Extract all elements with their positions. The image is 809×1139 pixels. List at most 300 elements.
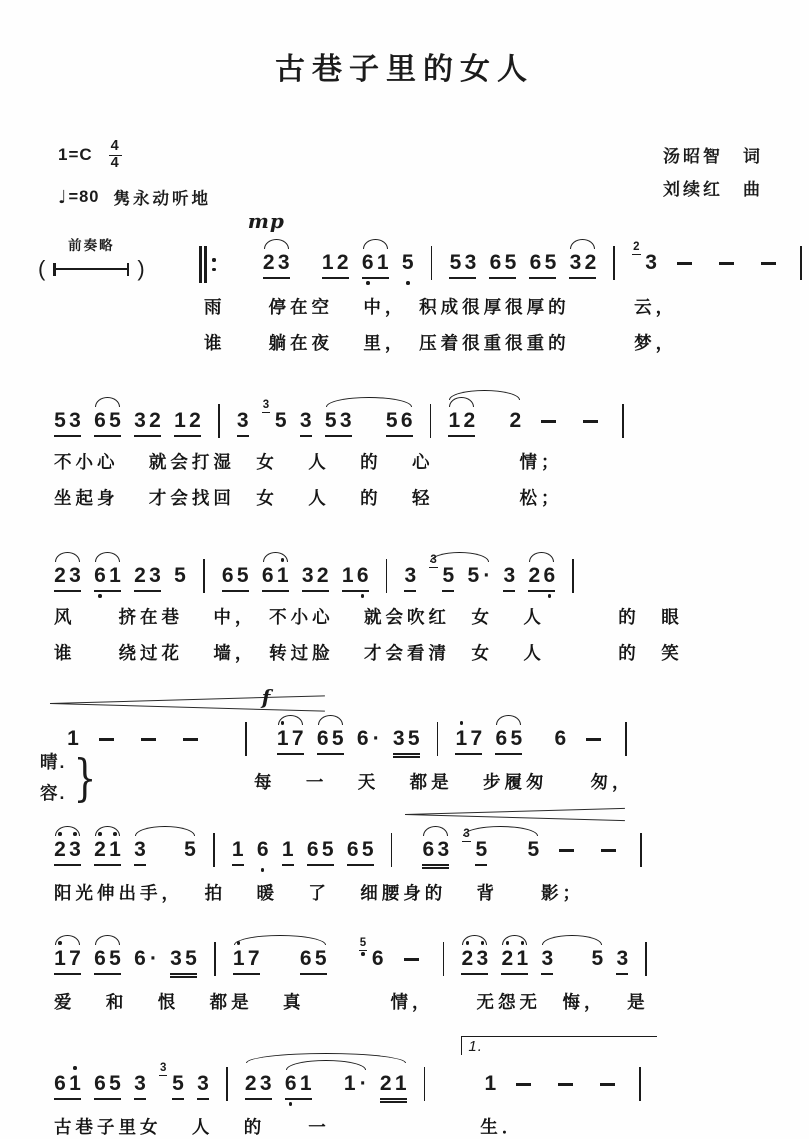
- lyrics-row: 坐起身 才会找回 女 人 的 轻 松；: [54, 488, 563, 508]
- note: 3: [236, 409, 249, 432]
- octave-dot-below: [548, 594, 552, 598]
- note-group: [174, 564, 186, 588]
- system-line: [0, 538, 809, 665]
- underline: [233, 973, 260, 975]
- note: 3: [197, 1072, 209, 1095]
- octave-dot-above: [481, 941, 485, 945]
- barline: [424, 1067, 426, 1101]
- note-digits: [442, 564, 454, 588]
- note-stack: [134, 409, 161, 437]
- note: 3: [69, 409, 81, 432]
- note: 5: [54, 409, 66, 432]
- slur-group: [495, 727, 522, 755]
- note-digits: [616, 947, 628, 971]
- note: 5: [185, 947, 197, 970]
- note-group: [54, 564, 81, 592]
- note-digits: [282, 838, 294, 862]
- note: 6: [422, 838, 435, 861]
- note-stack: [501, 947, 528, 975]
- note: 1: [376, 251, 389, 274]
- note: 5: [274, 409, 287, 432]
- note-digits: [554, 727, 566, 751]
- note-stack: [54, 947, 81, 975]
- slur: [55, 552, 80, 562]
- note-group: [541, 947, 553, 975]
- quarter-note-icon: ♩: [58, 186, 68, 208]
- note: 3: [476, 947, 488, 971]
- slur-group: [422, 838, 449, 869]
- barline: [391, 833, 393, 867]
- underline: [386, 435, 413, 437]
- slur-group: [362, 251, 389, 279]
- note-stack: [184, 838, 196, 862]
- slur-group: [94, 409, 121, 437]
- note-stack: [197, 1072, 209, 1100]
- slur: [326, 397, 412, 407]
- barline: [203, 559, 205, 593]
- symbol-tick: [127, 263, 130, 276]
- note-digits: [422, 838, 449, 862]
- note-stack: [134, 564, 161, 592]
- underline: [94, 590, 121, 592]
- augmentation-dot: ·: [359, 1072, 367, 1095]
- underline: [170, 973, 197, 975]
- dash-line: [677, 262, 692, 265]
- lyrics-row: 谁 躺在夜 里， 压着很重很重的 梦，: [204, 333, 678, 353]
- note-stack: [170, 947, 197, 978]
- note-group: [616, 947, 628, 975]
- lyrics-row: 古巷子里女 人 的 一 生．: [54, 1117, 524, 1137]
- note-stack: [245, 1072, 272, 1100]
- slur-group: [94, 947, 121, 975]
- note-digits: [455, 727, 482, 751]
- note-stack: [54, 564, 81, 592]
- slur-group: [54, 838, 81, 866]
- slur-group: [134, 838, 196, 866]
- note-group: [463, 828, 488, 866]
- dash-line: [541, 420, 556, 423]
- note-digits: [347, 838, 374, 862]
- intro-block: [38, 234, 145, 281]
- note-group: [222, 564, 249, 592]
- note: 5: [109, 409, 121, 432]
- note: 2: [54, 838, 66, 862]
- underline: [442, 590, 454, 592]
- note-stack: [344, 1072, 356, 1096]
- slur: [570, 239, 595, 249]
- note-group: [237, 409, 249, 437]
- note-stack: [541, 947, 553, 975]
- note-digits: [501, 947, 528, 971]
- note-stack: [94, 1072, 121, 1100]
- note: 2: [262, 251, 275, 274]
- time-signature-denominator: 4: [110, 155, 120, 171]
- barline: [226, 1067, 228, 1101]
- underline: [422, 864, 449, 866]
- slur: [542, 935, 602, 945]
- note-stack: [554, 727, 566, 751]
- barline: [245, 722, 247, 756]
- note-digits: [54, 409, 81, 433]
- underline: [495, 753, 522, 755]
- notation-row: [54, 937, 809, 978]
- note: 3: [134, 409, 146, 432]
- note-stack: [172, 1072, 184, 1100]
- note-digits: [448, 409, 475, 433]
- octave-dot-below: [406, 281, 410, 285]
- underline: [317, 753, 344, 755]
- note-digits: [509, 409, 521, 433]
- note: 1: [277, 727, 289, 751]
- underline: [197, 1098, 209, 1100]
- note-digits: [484, 1072, 496, 1096]
- note: 2: [379, 1072, 392, 1095]
- note: 6: [285, 1072, 297, 1096]
- note-stack: [317, 727, 344, 755]
- note-stack: [442, 564, 454, 592]
- underline: [94, 864, 121, 866]
- note-digits: [134, 409, 161, 433]
- note: 1: [448, 409, 461, 432]
- underline: [404, 590, 416, 592]
- note-group: [402, 251, 414, 275]
- barline: [213, 833, 215, 867]
- note: 3: [437, 838, 450, 861]
- note-stack: [54, 1072, 81, 1100]
- underline: [54, 1098, 81, 1100]
- note: 5: [544, 251, 557, 274]
- octave-dot-above: [521, 941, 525, 945]
- lyrics-row: 爱 和 恨 都是 真 情， 无怨无 悔， 是: [54, 992, 649, 1012]
- underline: [501, 973, 528, 975]
- note: 5: [591, 947, 604, 970]
- system-line: [0, 685, 809, 807]
- spacer: [488, 409, 496, 410]
- note: 6: [261, 564, 274, 587]
- repeat-dot: [212, 268, 215, 271]
- lyrics-row: 雨 停在空 中， 积成很厚很厚的 云，: [204, 297, 678, 317]
- intro-label: 前奏略: [68, 238, 115, 253]
- note-digits: [134, 838, 146, 862]
- octave-dot-below: [361, 594, 365, 598]
- underline: [393, 753, 420, 755]
- note: 3: [277, 251, 290, 274]
- underline: [94, 435, 121, 437]
- lyrics-row: 不小心 就会打湿 女 人 的 心 情；: [54, 452, 563, 472]
- note: 1: [484, 1072, 497, 1095]
- barline: [645, 942, 647, 976]
- barline: [443, 942, 445, 976]
- note-digits: [197, 1072, 209, 1096]
- note-stack: [455, 727, 482, 755]
- underline: [528, 590, 555, 592]
- note-group: [174, 409, 201, 437]
- volta-label: 1.: [468, 1038, 483, 1055]
- note: 1: [69, 1072, 81, 1096]
- spacer: [566, 947, 578, 948]
- note-digits: [300, 947, 327, 971]
- note: 7: [291, 727, 304, 750]
- score-body: [0, 209, 809, 1139]
- note-stack: [449, 251, 476, 279]
- note: 5: [174, 564, 186, 587]
- note-stack: [302, 564, 329, 592]
- slur-group: [461, 947, 488, 975]
- note-group: [529, 251, 556, 279]
- note-digits: [489, 251, 516, 275]
- note-digits: [527, 838, 539, 862]
- note-digits: [529, 251, 556, 275]
- barline: [386, 559, 388, 593]
- volta-bracket: [461, 1036, 657, 1055]
- underline: [449, 277, 476, 279]
- underline: [489, 277, 516, 279]
- underline: [541, 973, 553, 975]
- dash-line: [99, 738, 114, 741]
- note-group: [554, 727, 566, 751]
- barline: [800, 246, 802, 280]
- octave-dot-below: [98, 594, 102, 598]
- note: 3: [69, 564, 81, 587]
- note: 5: [527, 838, 540, 861]
- underline: [134, 435, 161, 437]
- spacer: [535, 727, 541, 728]
- spacer: [159, 838, 171, 839]
- note: 2: [189, 409, 201, 432]
- note: 6: [346, 838, 359, 861]
- barline: [218, 404, 220, 438]
- slur-group: [233, 947, 327, 975]
- note-group: [528, 564, 555, 592]
- octave-dot-above: [506, 941, 510, 945]
- note-group: [501, 947, 528, 975]
- lyrics-carryover: 晴.: [40, 752, 67, 772]
- note-stack: [262, 564, 289, 592]
- note-group: [404, 564, 416, 592]
- note-stack: [174, 564, 186, 588]
- note-digits: [404, 564, 416, 588]
- note-digits: [174, 564, 186, 588]
- note-group: [94, 409, 121, 437]
- underline: [54, 590, 81, 592]
- underline: [461, 973, 488, 975]
- note: 2: [501, 947, 513, 971]
- note-stack: [285, 1072, 312, 1100]
- note: 3: [503, 564, 516, 587]
- note-group: [455, 727, 482, 755]
- note: 5: [407, 727, 420, 750]
- augmentation-dot: ·: [483, 564, 491, 587]
- note-stack: [569, 251, 596, 279]
- slur: [95, 552, 120, 562]
- note-stack: [233, 947, 260, 975]
- slur: [430, 552, 489, 562]
- symbol-line: [56, 268, 127, 271]
- note: 6: [554, 727, 567, 750]
- note: 3: [645, 251, 657, 274]
- note-group: [232, 838, 244, 866]
- underline: [170, 976, 197, 978]
- note-digits: [54, 1072, 81, 1096]
- note-digits: [449, 251, 476, 275]
- note: 6: [356, 727, 369, 750]
- note-group: [322, 251, 349, 279]
- underline: [134, 1098, 146, 1100]
- note-group: [430, 554, 455, 592]
- note-stack: [503, 564, 515, 592]
- note-stack: [300, 947, 327, 975]
- underline: [616, 973, 628, 975]
- note: 5: [314, 947, 327, 970]
- note: 6: [299, 947, 312, 970]
- note-digits: [277, 727, 304, 751]
- spacer: [340, 947, 346, 948]
- note-digits: [94, 409, 121, 433]
- note: 6: [94, 1072, 106, 1095]
- octave-dot-above: [58, 832, 62, 836]
- note-digits: [569, 251, 596, 275]
- note: 3: [170, 947, 182, 970]
- note-digits: [317, 727, 344, 751]
- augmentation-dot: ·: [150, 947, 157, 970]
- spacer: [303, 251, 309, 252]
- note: 2: [54, 564, 66, 587]
- note: 2: [336, 251, 349, 274]
- slur: [363, 239, 388, 249]
- underline: [134, 864, 146, 866]
- note-stack: [645, 251, 657, 275]
- octave-dot-below: [366, 281, 370, 285]
- note-group: [633, 241, 657, 275]
- note: 3: [569, 251, 582, 274]
- note-stack: [509, 409, 521, 433]
- note: 6: [357, 564, 369, 588]
- spacer: [172, 251, 186, 252]
- note-digits: [322, 251, 349, 275]
- note-group: [285, 1072, 312, 1103]
- note: 3: [301, 564, 314, 587]
- note-digits: [262, 564, 289, 588]
- octave-dot-above: [98, 832, 102, 836]
- note-group: [94, 1072, 121, 1100]
- note-stack: [300, 409, 312, 437]
- note-digits: [357, 727, 369, 751]
- octave-dot-below: [361, 952, 365, 956]
- note-digits: [300, 409, 312, 433]
- hairpin-bottom-line: [50, 703, 325, 712]
- note: 2: [461, 947, 473, 971]
- note-digits: [94, 838, 121, 862]
- underline: [380, 1101, 407, 1103]
- slur: [496, 715, 521, 725]
- tempo-expression: 隽永动听地: [113, 190, 211, 208]
- slur-group: [54, 947, 81, 975]
- underline: [325, 435, 352, 437]
- note-digits: [263, 251, 290, 275]
- dash-line: [583, 420, 598, 423]
- note-digits: [233, 947, 260, 971]
- grace-note: 2: [633, 241, 640, 253]
- slur-group: [528, 564, 555, 592]
- note: 3: [299, 409, 312, 432]
- hairpin-bottom-line: [405, 814, 625, 821]
- note: 1: [281, 838, 294, 861]
- note: 3: [69, 838, 81, 862]
- note-digits: [362, 251, 389, 275]
- slur-group: [501, 947, 528, 975]
- note-digits: [380, 1072, 407, 1096]
- note-stack: [448, 409, 475, 437]
- note: 5: [442, 564, 455, 587]
- underline: [174, 435, 201, 437]
- dash-line: [558, 1083, 573, 1086]
- note-stack: [404, 564, 416, 592]
- underline: [300, 435, 312, 437]
- note: 6: [489, 251, 502, 274]
- spacer: [229, 251, 237, 252]
- note-group: [380, 1072, 407, 1103]
- barline: [431, 246, 433, 280]
- note: 5: [109, 1072, 121, 1095]
- note-digits: [245, 1072, 272, 1096]
- note-stack: [380, 1072, 407, 1103]
- system-line: [0, 209, 809, 355]
- lyrics-row: 谁 绕过花 墙， 转过脸 才会看清 女 人 的 笑: [54, 643, 683, 663]
- note: 5: [510, 727, 523, 750]
- note-group: [263, 251, 290, 279]
- note-group: [509, 409, 521, 437]
- note-group: [359, 937, 384, 971]
- note: 1: [277, 564, 289, 588]
- slur-group: [462, 828, 540, 866]
- note: 5: [385, 409, 398, 432]
- note-digits: [54, 947, 81, 971]
- note-stack: [357, 727, 369, 751]
- note-group: [134, 564, 161, 592]
- note: 3: [616, 947, 629, 970]
- dynamic-marking: mp: [247, 209, 285, 233]
- octave-dot-above: [113, 832, 117, 836]
- slur-group: [317, 727, 344, 755]
- slur: [423, 826, 448, 836]
- repeat-sign: [199, 246, 216, 283]
- song-title: 古巷子里的女人: [275, 53, 534, 86]
- dash-line: [516, 1083, 531, 1086]
- underline: [475, 864, 487, 866]
- slur-group: [94, 838, 121, 866]
- note-group: [94, 564, 121, 592]
- underline: [347, 864, 374, 866]
- note-digits: [170, 947, 197, 971]
- notation-row: [54, 828, 809, 869]
- note-stack: [232, 838, 244, 866]
- spacer: [218, 727, 228, 728]
- note-group: [495, 727, 522, 755]
- note: 1: [109, 564, 121, 587]
- dash-line: [183, 738, 198, 741]
- slur: [95, 935, 120, 945]
- barline: [437, 722, 439, 756]
- crescendo-hairpin: [50, 696, 325, 709]
- note-digits: [402, 251, 414, 275]
- grace-note: 5: [359, 937, 367, 951]
- note-stack: [422, 838, 449, 869]
- note: 3: [259, 1072, 272, 1095]
- note-digits: [467, 564, 479, 588]
- note-stack: [475, 838, 487, 866]
- note: 2: [584, 251, 597, 274]
- dash-line: [141, 738, 156, 741]
